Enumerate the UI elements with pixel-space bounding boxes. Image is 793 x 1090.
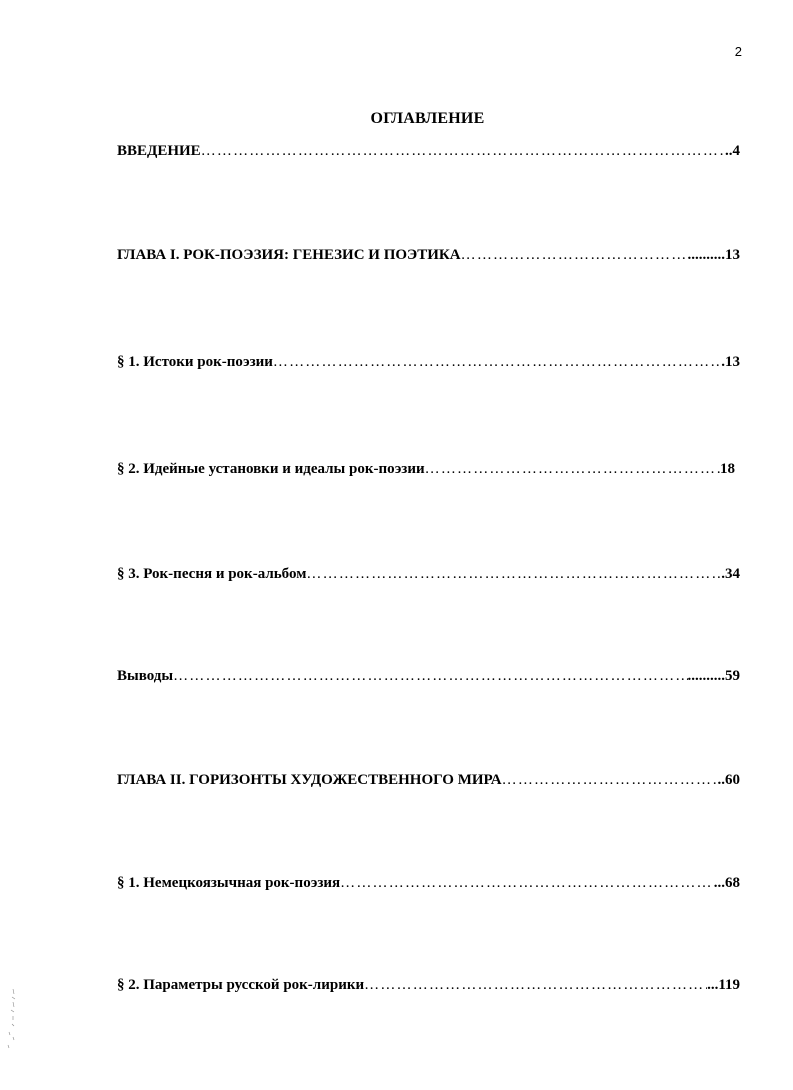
dot-leader <box>340 873 714 893</box>
toc-entry-ch2-section-1 <box>117 873 740 893</box>
toc-entry-ch1-section-3 <box>117 564 740 584</box>
toc-entry-ch1-section-1 <box>117 352 740 372</box>
toc-entry-label: § 2. Параметры русской рок-лирики <box>117 977 365 993</box>
toc-entry-ch2-section-2 <box>117 975 740 995</box>
toc-entry-introduction <box>117 141 740 161</box>
toc-entry-page: .13 <box>721 354 740 370</box>
dot-leader <box>173 666 687 686</box>
toc-entry-label: Выводы <box>117 668 174 684</box>
dot-leader <box>306 564 721 584</box>
toc-entry-label: § 1. Немецкоязычная рок-поэзия <box>117 875 341 891</box>
toc-title: ОГЛАВЛЕНИЕ <box>370 110 485 127</box>
dot-leader <box>201 141 725 161</box>
toc-entry-ch1-section-2 <box>117 459 735 479</box>
toc-entry-page: ..........13 <box>687 247 740 263</box>
dot-leader <box>461 245 688 265</box>
toc-entry-page: ..60 <box>717 772 740 788</box>
toc-entry-conclusions <box>117 666 740 686</box>
toc-entry-page: ...119 <box>707 977 740 993</box>
toc-entry-chapter-2 <box>117 770 740 790</box>
toc-entry-chapter-1 <box>117 245 740 265</box>
dot-leader <box>502 770 718 790</box>
dot-leader <box>425 459 720 479</box>
toc-entry-label: ГЛАВА I. РОК-ПОЭЗИЯ: ГЕНЕЗИС И ПОЭТИКА <box>117 247 461 263</box>
toc-entry-page: ..4 <box>725 143 740 159</box>
toc-entry-page: 18 <box>720 461 735 477</box>
toc-entry-label: § 1. Истоки рок-поэзии <box>117 354 273 370</box>
toc-entry-page: ..........59 <box>687 668 740 684</box>
page-number: 2 <box>734 44 742 59</box>
toc-entry-label: § 2. Идейные установки и идеалы рок-поэзии <box>117 461 425 477</box>
toc-entry-label: § 3. Рок-песня и рок-альбом <box>117 566 307 582</box>
toc-entry-label: ГЛАВА II. ГОРИЗОНТЫ ХУДОЖЕСТВЕННОГО МИРА <box>117 772 502 788</box>
toc-entry-label: ВВЕДЕНИЕ <box>117 143 201 159</box>
toc-entry-page: ...68 <box>713 875 740 891</box>
scan-margin-marks <box>4 985 18 1055</box>
dot-leader <box>364 975 707 995</box>
toc-entry-page: .34 <box>721 566 740 582</box>
dot-leader <box>273 352 721 372</box>
